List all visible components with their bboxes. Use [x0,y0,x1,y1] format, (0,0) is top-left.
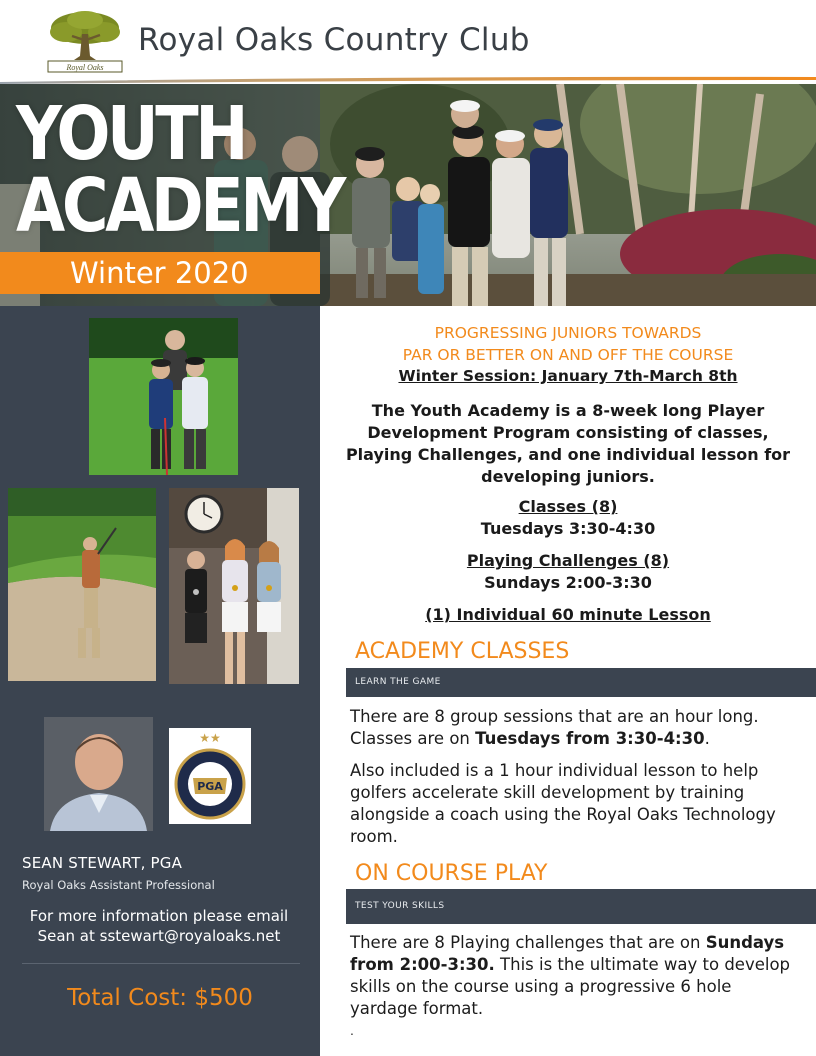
classes-time: Tuesdays 3:30-4:30 [480,519,656,538]
header [0,0,816,84]
academy-classes-paragraph2: Also included is a 1 hour individual lesson to help golfers accelerate skill development by training alongside a coach using the Royal Oaks Technology room. [350,761,776,846]
contact-info [20,906,298,946]
test-your-skills-bar: TEST YOUR SKILLS [346,889,816,924]
pga-badge-text: PGA [197,780,223,793]
challenges-day-time: Sundays from 2:00-3:30. [350,933,785,974]
left-panel [0,306,320,1056]
on-course-play-title: ON COURSE PLAY [355,861,548,886]
hero-title [16,91,343,249]
coach-title: Royal Oaks Assistant Professional [22,878,215,892]
tagline-line1: PROGRESSING JUNIORS TOWARDS [434,324,702,342]
learn-the-game-bar: LEARN THE GAME [346,668,816,697]
contact-email-line[interactable]: Sean at sstewart@royaloaks.net [37,927,281,945]
hero-title-line2: ACADEMY [16,163,343,249]
season-banner: Winter 2020 [0,252,320,294]
coach-name: SEAN STEWART, PGA [22,854,183,872]
club-name: Royal Oaks Country Club [138,22,530,58]
classes-day-time: Tuesdays from 3:30-4:30 [475,729,705,748]
main-content [320,306,816,1056]
oak-tree-icon [44,10,126,74]
tagline [320,322,816,366]
lesson-label: (1) Individual 60 minute Lesson [425,605,711,624]
photo-girls-medals [169,488,299,684]
classes-label: Classes (8) [518,497,618,516]
photo-juniors-with-coach [89,318,238,475]
trailing-dot: . [350,1022,354,1038]
challenges-schedule [320,550,816,594]
lesson-schedule [320,604,816,626]
pga-badge-icon [169,728,251,824]
academy-classes-paragraph1: There are 8 group sessions that are an hour long. Classes are on Tuesdays from 3:30-4:30. [350,707,759,748]
academy-classes-title: ACADEMY CLASSES [355,639,570,664]
total-cost: Total Cost: $500 [67,985,253,1011]
contact-line1: For more information please email [29,907,289,925]
hero-banner [0,84,816,306]
header-accent-rule [0,76,816,84]
photo-bunker-swing [8,488,156,681]
tagline-line2: PAR OR BETTER ON AND OFF THE COURSE [402,346,734,364]
coach-avatar [44,717,153,831]
challenges-label: Playing Challenges (8) [466,551,670,570]
on-course-paragraph: There are 8 Playing challenges that are on Sundays from 2:00-3:30. This is the ultimate way to develop skills on the course using a progressive 6 hole yardage format. [350,933,791,1018]
divider [22,963,300,964]
hero-title-line1: YOUTH [16,91,246,177]
logo-text: Royal Oaks [66,63,104,72]
svg-text:★★: ★★ [199,731,221,745]
program-intro: The Youth Academy is a 8-week long Player Development Program consisting of classes, Playing Challenges, and one individual lesson for developing juniors. [345,401,791,486]
challenges-time: Sundays 2:00-3:30 [484,573,652,592]
session-dates: Winter Session: January 7th-March 8th [398,367,738,385]
classes-schedule [320,496,816,540]
